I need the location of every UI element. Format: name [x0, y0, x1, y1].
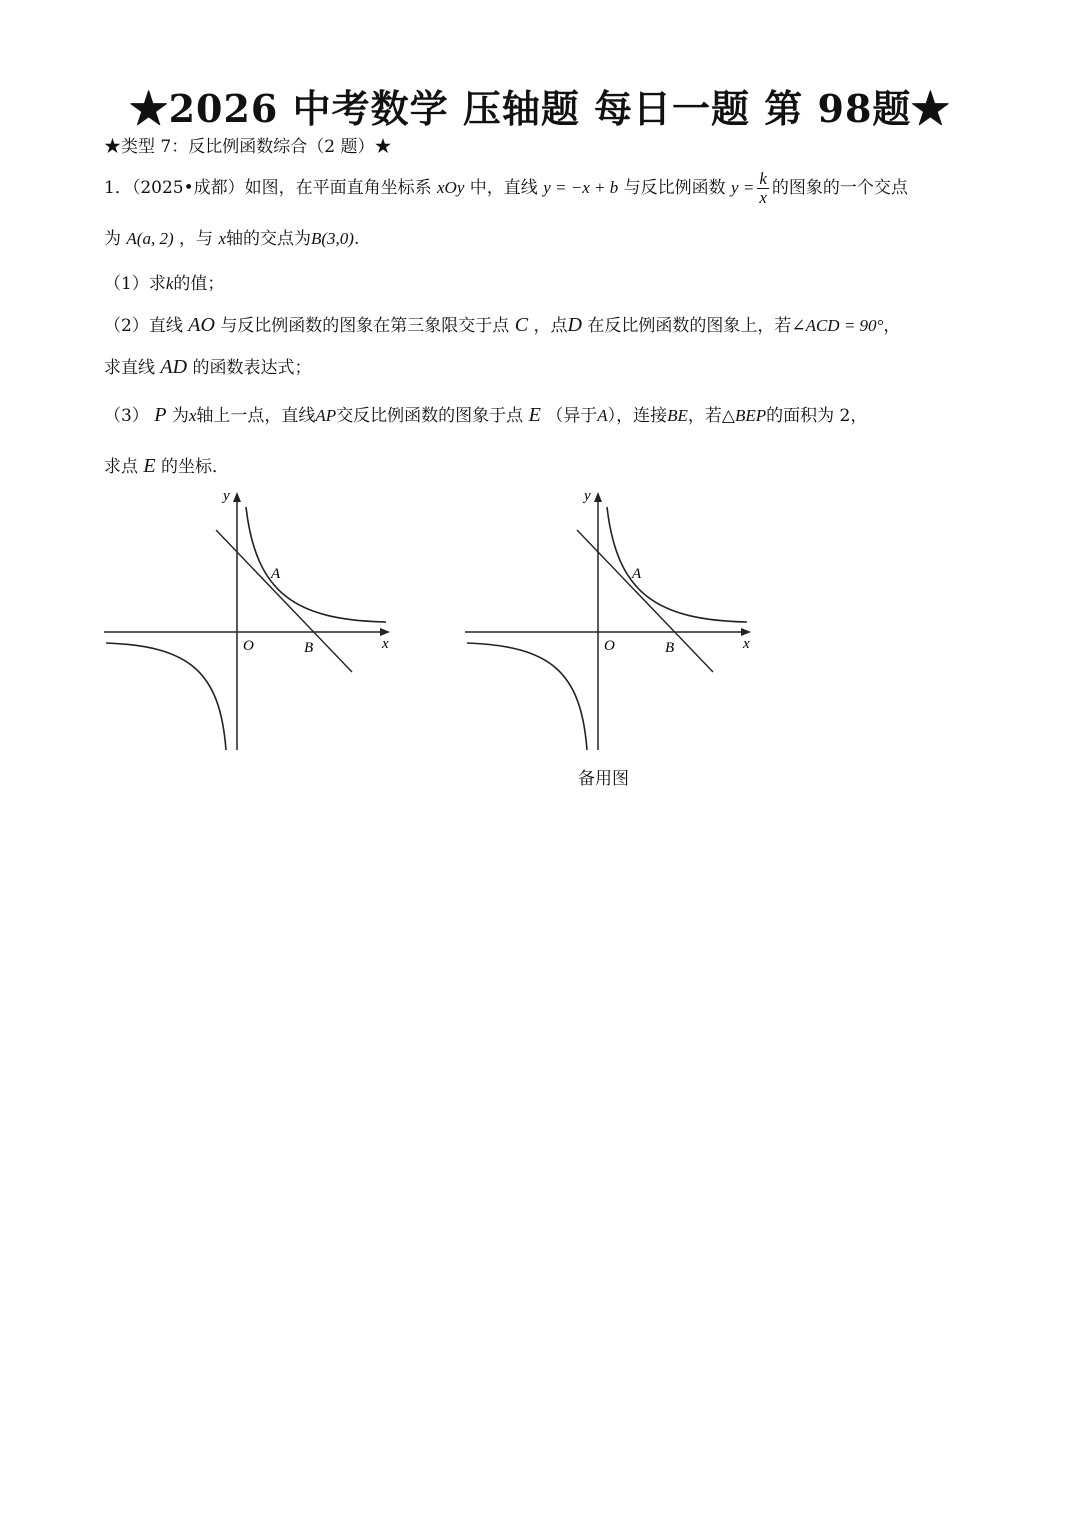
part-2-line-1: （2）直线 AO 与反比例函数的图象在第三象限交于点 C ，点D 在反比例函数的图象上，若∠ACD = 90°， [104, 314, 901, 336]
label-x: x [743, 636, 750, 652]
graph-spare [461, 482, 761, 757]
x-axis-arrow [741, 628, 751, 636]
hyperbola-branch-q3 [106, 643, 226, 750]
part-3-line-1: （3） P 为x轴上一点，直线AP交反比例函数的图象于点 E （异于A），连接BE，若△BEP的面积为 2， [104, 404, 868, 426]
section-subtitle: ★类型 7：反比例函数综合（2 题）★ [104, 137, 392, 157]
fraction-k-over-x: $\frac{k}{x}$ [759, 169, 767, 207]
label-point-b: B [304, 640, 314, 656]
spare-figure-caption: 备用图 [578, 769, 629, 789]
label-y: y [584, 488, 591, 504]
y-axis-arrow [594, 492, 602, 502]
problem-line-1: 1．（2025•成都）如图，在平面直角坐标系 xOy 中，直线 y = −x + b 与反比例函数 y = $\frac{k}{x}$ 的图象的一个交点 [104, 169, 908, 207]
label-origin: O [243, 638, 254, 654]
page-title: ★2026 中考数学 压轴题 每日一题 第 98题★ [129, 86, 951, 131]
label-point-a: A [632, 566, 642, 582]
problem-line-2: 为 A(a, 2) ，与 x轴的交点为B(3,0). [104, 229, 360, 249]
graph-main [100, 482, 400, 757]
part-1: （1）求k的值； [104, 274, 225, 294]
hyperbola-branch-q1 [607, 507, 747, 622]
label-point-a: A [271, 566, 281, 582]
label-origin: O [604, 638, 615, 654]
coordinate-graph-svg-spare [461, 482, 761, 757]
hyperbola-branch-q1 [246, 507, 386, 622]
label-y: y [223, 488, 230, 504]
label-point-b: B [665, 640, 675, 656]
hyperbola-branch-q3 [467, 643, 587, 750]
x-axis-arrow [380, 628, 390, 636]
part-3-line-2: 求点 E 的坐标． [104, 455, 230, 477]
part-2-line-2: 求直线 AD 的函数表达式； [104, 356, 312, 378]
coordinate-graph-svg [100, 482, 400, 757]
label-x: x [382, 636, 389, 652]
y-axis-arrow [233, 492, 241, 502]
